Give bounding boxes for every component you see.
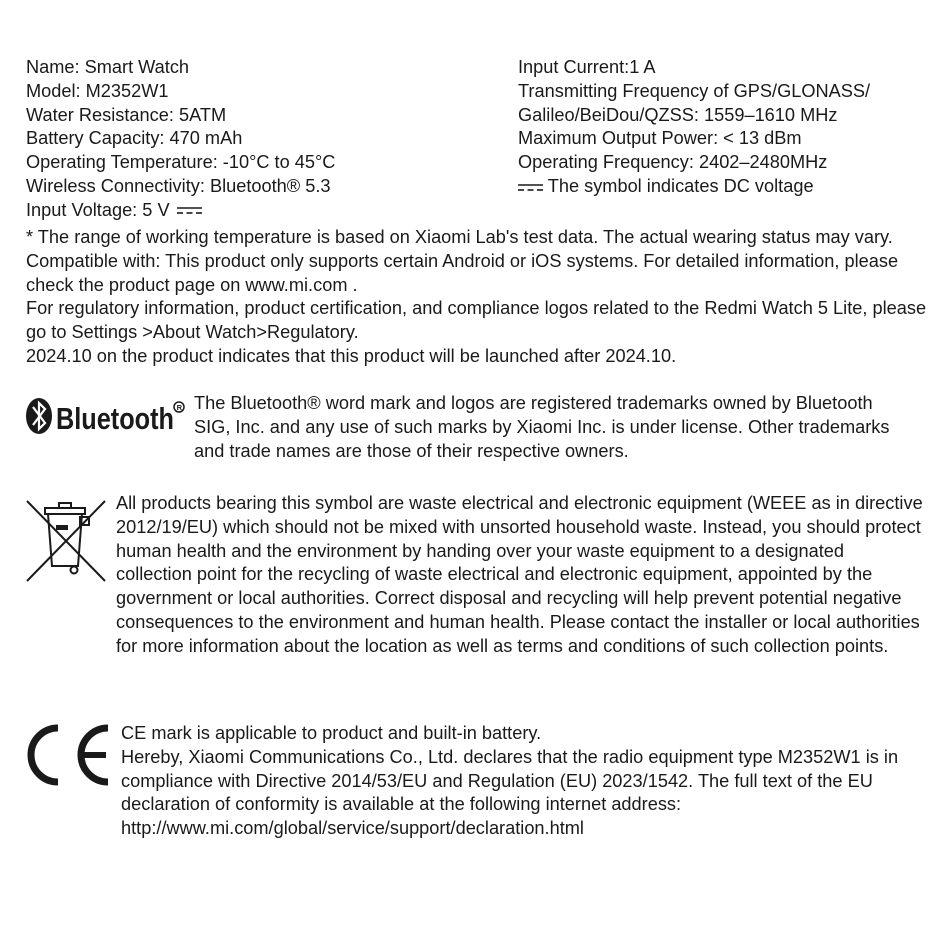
spec-battery-capacity: Battery Capacity: 470 mAh xyxy=(26,128,243,149)
spec-model: Model: M2352W1 xyxy=(26,80,169,101)
spec-gps-frequency-line1: Transmitting Frequency of GPS/GLONASS/ xyxy=(518,80,871,101)
spec-gps-frequency-line2: Galileo/BeiDou/QZSS: 1559–1610 MHz xyxy=(518,104,838,125)
spec-water-resistance: Water Resistance: 5ATM xyxy=(26,104,227,125)
ce-mark-icon xyxy=(26,724,110,786)
bluetooth-trademark xyxy=(26,392,931,464)
bluetooth-trademark-text: The Bluetooth® word mark and logos are registered trademarks owned by Bluetooth SIG, Inc. and any use of such marks by Xiaomi Inc. is under license. Other trademarks and trade names are those of their respective owners. xyxy=(194,393,890,461)
spec-input-current: Input Current:1 A xyxy=(518,57,656,77)
bluetooth-logo-wordmark: Bluetooth xyxy=(56,401,174,436)
ce-applicability: CE mark is applicable to product and built-in battery. xyxy=(121,723,542,743)
spec-name: Name: Smart Watch xyxy=(26,57,190,77)
specs-left xyxy=(26,56,335,223)
crossed-out-bin-icon xyxy=(26,500,106,584)
dc-voltage-icon xyxy=(177,206,202,215)
dc-voltage-icon xyxy=(518,183,543,192)
specs-right xyxy=(518,56,870,199)
notes xyxy=(26,226,931,369)
dc-symbol-legend xyxy=(518,175,870,199)
svg-text:R: R xyxy=(176,403,183,412)
input-voltage-label: Input Voltage: 5 V xyxy=(26,199,170,220)
note-temperature: * The range of working temperature is based on Xiaomi Lab's test data. The actual wearing status may vary. xyxy=(26,227,893,247)
note-compatibility: Compatible with: This product only supports certain Android or iOS systems. For detailed information, please check the product page on www.mi.com . xyxy=(26,250,899,295)
spec-input-voltage xyxy=(26,199,335,223)
spec-max-output-power: Maximum Output Power: < 13 dBm xyxy=(518,128,802,149)
spec-operating-temperature: Operating Temperature: -10°C to 45°C xyxy=(26,152,336,173)
spec-wireless-connectivity: Wireless Connectivity: Bluetooth® 5.3 xyxy=(26,175,331,196)
spec-operating-frequency: Operating Frequency: 2402–2480MHz xyxy=(518,152,828,173)
weee-text: All products bearing this symbol are waste electrical and electronic equipment (WEEE as in directive 2012/19/EU) which should not be mixed with unsorted household waste. Instead, you should protect human health and the environment by handing over your waste equipment to a designated collection point for the recycling of waste electrical and electronic equipment, appointed by the government or local authorities. Correct disposal and recycling will help prevent potential negative consequences to the environment and human health. Please contact the installer or local authorities for more information about the location as well as terms and conditions of such collection points. xyxy=(116,493,923,656)
note-regulatory: For regulatory information, product certification, and compliance logos related to the Redmi Watch 5 Lite, please go to Settings >About Watch>Regulatory. xyxy=(26,298,927,343)
bluetooth-logo xyxy=(26,396,186,436)
ce-declaration-text: Hereby, Xiaomi Communications Co., Ltd. declares that the radio equipment type M2352W1 is in compliance with Directive 2014/53/EU and Regulation (EU) 2023/1542. The full text of the EU declaration of conformity is available at the following internet address: http://www.mi.com/global/service/support/declaration.html xyxy=(121,746,899,839)
dc-symbol-text: The symbol indicates DC voltage xyxy=(543,175,814,196)
note-launch-date: 2024.10 on the product indicates that this product will be launched after 2024.10. xyxy=(26,345,677,366)
